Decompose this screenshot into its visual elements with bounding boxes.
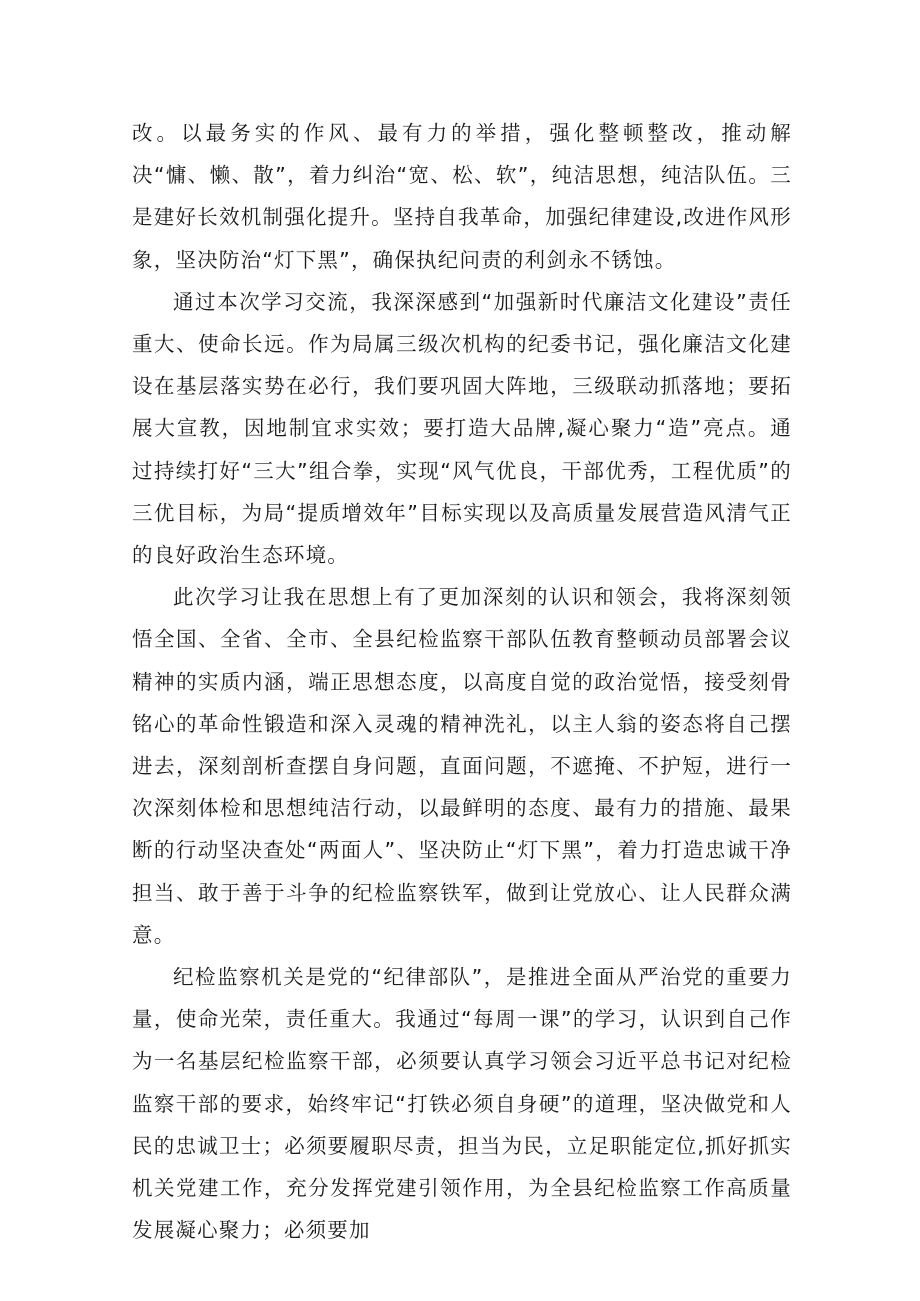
paragraph-4: 纪检监察机关是党的“纪律部队”，是推进全面从严治党的重要力量，使命光荣，责任重大。我通过“每周一课”的学习，认识到自己作为一名基层纪检监察干部，必须要认真学习领会习近平总书记对纪检监察干部的要求，始终牢记“打铁必须自身硬”的道理，坚决做党和人民的忠诚卫士；必须要履职尽责，担当为民，立足职能定位,抓好抓实机关党建工作，充分发挥党建引领作用，为全县纪检监察工作高质量发展凝心聚力；必须要加: [132, 965, 792, 1243]
document-body: [132, 112, 792, 1251]
paragraph-1: 改。以最务实的作风、最有力的举措，强化整顿整改，推动解决“慵、懒、散”，着力纠治“宽、松、软”，纯洁思想，纯洁队伍。三是建好长效机制强化提升。坚持自我革命，加强纪律建设,改进作风形象，坚决防治“灯下黑”，确保执纪问责的利剑永不锈蚀。: [132, 121, 792, 272]
paragraph-2: 通过本次学习交流，我深深感到“加强新时代廉洁文化建设”责任重大、使命长远。作为局属三级次机构的纪委书记，强化廉洁文化建设在基层落实势在必行，我们要巩固大阵地，三级联动抓落地；要拓展大宣教，因地制宜求实效；要打造大品牌,凝心聚力“造”亮点。通过持续打好“三大”组合拳，实现“风气优良，干部优秀，工程优质”的三优目标，为局“提质增效年”目标实现以及高质量发展营造风清气正的良好政治生态环境。: [132, 289, 792, 568]
paragraph-3: 此次学习让我在思想上有了更加深刻的认识和领会，我将深刻领悟全国、全省、全市、全县纪检监察干部队伍教育整顿动员部署会议精神的实质内涵，端正思想态度，以高度自觉的政治觉悟，接受刻骨铭心的革命性锻造和深入灵魂的精神洗礼，以主人翁的姿态将自己摆进去，深刻剖析查摆自身问题，直面问题，不遮掩、不护短，进行一次深刻体检和思想纯洁行动，以最鲜明的态度、最有力的措施、最果断的行动坚决查处“两面人”、坚决防止“灯下黑”，着力打造忠诚干净担当、敢于善于斗争的纪检监察铁军，做到让党放心、让人民群众满意。: [132, 585, 792, 947]
